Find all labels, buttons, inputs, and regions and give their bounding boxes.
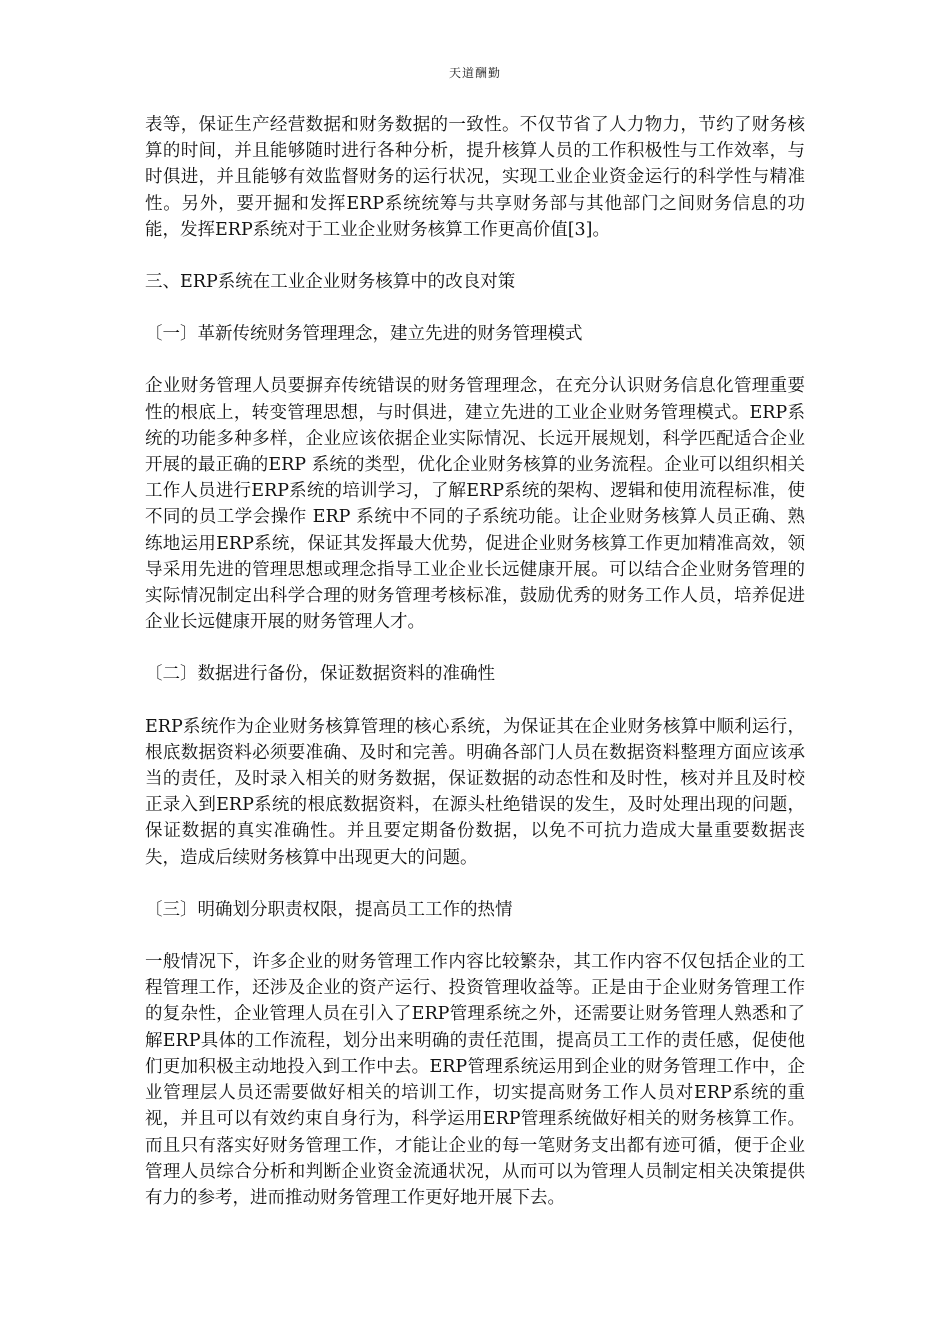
spacer xyxy=(145,871,805,897)
section-heading-3: 三、ERP系统在工业企业财务核算中的改良对策 xyxy=(145,272,516,293)
document-body xyxy=(145,112,805,1211)
spacer xyxy=(145,635,805,661)
subsection-heading-2: 〔二〕数据进行备份，保证数据资料的准确性 xyxy=(145,664,495,685)
spacer xyxy=(145,243,805,269)
paragraph-management-concept: 企业财务管理人员要摒弃传统错误的财务管理理念，在充分认识财务信息化管理重要性的根底上，转变管理思想，与时俱进，建立先进的工业企业财务管理模式。ERP系统的功能多种多样，企业应该依据企业实际情况、长远开展规划，科学匹配适合企业开展的最正确的ERP 系统的类型，优化企业财务核算的业务流程。企业可以组织相关工作人员进行ERP系统的培训学习，了解ERP系统的架构、逻辑和使用流程标准，使不同的员工学会操作 ERP 系统中不同的子系统功能。让企业财务核算人员正确、熟练地运用ERP系统，保证其发挥最大优势，促进企业财务核算工作更加精准高效，领导采用先进的管理思想或理念指导工业企业长远健康开展。可以结合企业财务管理的实际情况制定出科学合理的财务管理考核标准，鼓励优秀的财务工作人员，培养促进企业长远健康开展的财务管理人才。 xyxy=(145,376,805,633)
paragraph-responsibilities: 一般情况下，许多企业的财务管理工作内容比较繁杂，其工作内容不仅包括企业的工程管理工作，还涉及企业的资产运行、投资管理收益等。正是由于企业财务管理工作的复杂性，企业管理人员在引入了ERP管理系统之外，还需要让财务管理人熟悉和了解ERP具体的工作流程，划分出来明确的责任范围，提高员工工作的责任感，促使他们更加积极主动地投入到工作中去。ERP管理系统运用到企业的财务管理工作中，企业管理层人员还需要做好相关的培训工作，切实提高财务工作人员对ERP系统的重视，并且可以有效约束自身行为，科学运用ERP管理系统做好相关的财务核算工作。而且只有落实好财务管理工作，才能让企业的每一笔财务支出都有迹可循，便于企业管理人员综合分析和判断企业资金流通状况，从而可以为管理人员制定相关决策提供有力的参考，进而推动财务管理工作更好地开展下去。 xyxy=(145,952,805,1208)
spacer xyxy=(145,347,805,373)
page-header: 天道酬勤 xyxy=(448,66,501,80)
spacer xyxy=(145,295,805,321)
subsection-heading-3: 〔三〕明确划分职责权限，提高员工工作的热情 xyxy=(145,899,513,920)
paragraph-data-backup: ERP系统作为企业财务核算管理的核心系统，为保证其在企业财务核算中顺利运行，根底数据资料必须要准确、及时和完善。明确各部门人员在数据资料整理方面应该承当的责任，及时录入相关的财务数据，保证数据的动态性和及时性，核对并且及时校正录入到ERP系统的根底数据资料，在源头杜绝错误的发生，及时处理出现的问题，保证数据的真实准确性。并且要定期备份数据，以免不可抗力造成大量重要数据丧失，造成后续财务核算中出现更大的问题。 xyxy=(145,716,805,868)
spacer xyxy=(145,923,805,949)
paragraph-erp-benefits: 表等，保证生产经营数据和财务数据的一致性。不仅节省了人力物力，节约了财务核算的时间，并且能够随时进行各种分析，提升核算人员的工作积极性与工作效率，与时俱进，并且能够有效监督财务的运行状况，实现工业企业资金运行的科学性与精准性。另外，要开掘和发挥ERP系统统筹与共享财务部与其他部门之间财务信息的功能，发挥ERP系统对于工业企业财务核算工作更高价值[3]。 xyxy=(145,115,805,240)
subsection-heading-1: 〔一〕革新传统财务管理理念，建立先进的财务管理模式 xyxy=(145,324,583,345)
spacer xyxy=(145,688,805,714)
